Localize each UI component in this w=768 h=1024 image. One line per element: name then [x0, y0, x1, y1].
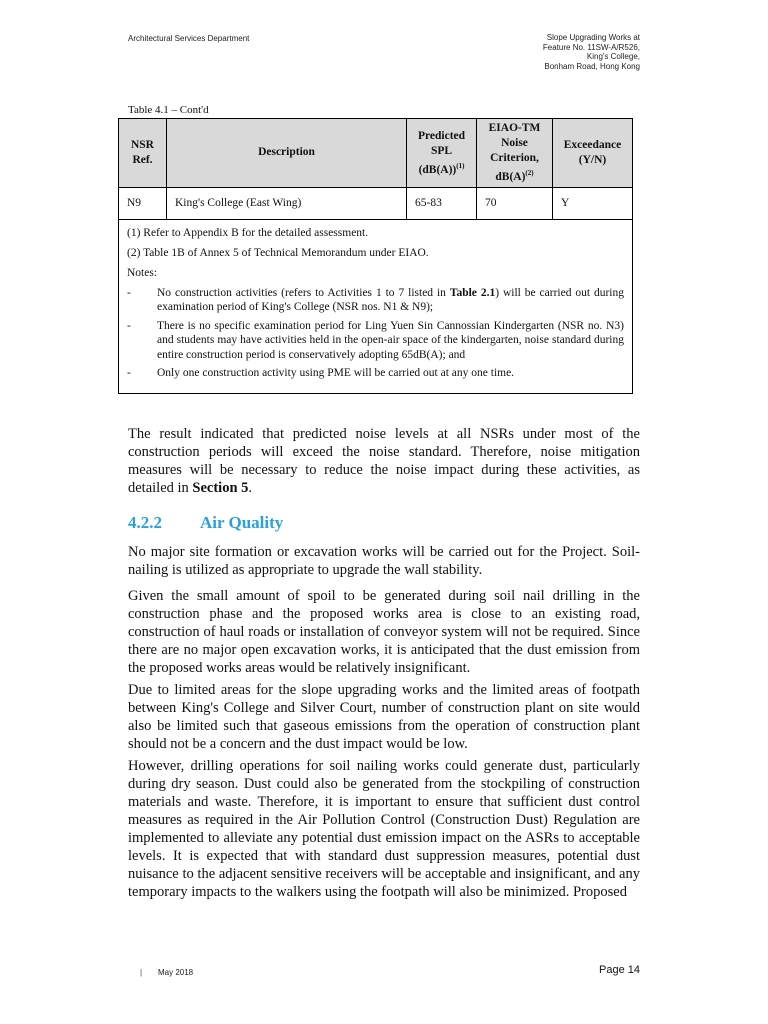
header-line: Bonham Road, Hong Kong [544, 61, 640, 71]
note-bullet: - Only one construction activity using PME will be carried out at any one time. [127, 367, 515, 380]
header-line: King's College, [586, 52, 640, 62]
table-notes [119, 219, 633, 394]
cell-description: King's College (East Wing) [167, 187, 407, 219]
header-line: Feature No. 11SW-A/R526, [542, 42, 640, 52]
footnote: (2) Table 1B of Annex 5 of Technical Memorandum under EIAO. [127, 246, 429, 259]
note-bullet: - No construction activities (refers to Activities 1 to 7 listed in Table 2.1) will be carried out during examination period of King's College (NSR nos. N1 & N9); [127, 286, 625, 314]
header-line: Slope Upgrading Works at [546, 33, 640, 42]
note-bullet: - There is no specific examination period for Ling Yuen Sin Cannossian Kindergarten (NSR no. N3) and students may have activities held in the open-air space of the kindergarten, noise standard during entire construction period is conservatively adopting 65dB(A); and [127, 319, 624, 361]
header-project-info [543, 33, 640, 71]
table-row [119, 187, 633, 219]
header-department: Architectural Services Department [128, 34, 250, 43]
cell-criterion: 70 [477, 187, 553, 219]
section-heading [128, 513, 283, 533]
table-caption: Table 4.1 – Cont'd [128, 104, 209, 116]
cell-nsr: N9 [119, 187, 167, 219]
section-title: Air Quality [200, 513, 284, 532]
noise-table [118, 118, 633, 394]
paragraph: Given the small amount of spoil to be generated during soil nail drilling in the construction phase and the proposed works area is close to an existing road, construction of haul roads or installation of conveyor system will not be required. Since there are no major open excavation works, it is anticipated that the dust emission from the proposed works areas would be relatively insignificant. [128, 588, 640, 676]
cell-spl: 65-83 [407, 187, 477, 219]
footer-separator: | [140, 968, 143, 977]
notes-label: Notes: [127, 266, 158, 279]
header-predicted-spl: Predicted SPL $(dB(A))^{(1)}$ [407, 119, 477, 188]
paragraph: However, drilling operations for soil nailing works could generate dust, particularly during dry season. Dust could also be generated from the stockpiling of construction materials and waste. Therefore, it is important to ensure that sufficient dust control measures as required in the Air Pollution Control (Construction Dust) Regulation are implemented to alleviate any potential dust emission impact on the ASRs to acceptable levels. It is expected that with standard dust suppression measures, potential dust nuisance to the adjacent sensitive receivers will be acceptable and insignificant, and any temporary impacts to the walkers using the footpath will also be minimized. Proposed [128, 758, 640, 900]
header-exceedance: Exceedance (Y/N) [553, 119, 633, 188]
section-number: 4.2.2 [128, 513, 162, 532]
footer-date: May 2018 [158, 968, 194, 977]
cell-exceedance: Y [553, 187, 633, 219]
paragraph: No major site formation or excavation works will be carried out for the Project. Soil-nailing is utilized as appropriate to upgrade the wall stability. [128, 544, 640, 578]
footnote: (1) Refer to Appendix B for the detailed assessment. [127, 226, 369, 239]
page-number: Page 14 [599, 964, 640, 976]
paragraph: Due to limited areas for the slope upgrading works and the limited areas of footpath between King's College and Silver Court, number of construction plant on site would also be limited such that gaseous emissions from the operation of construction plant should not be a concern and the dust impact would be low. [128, 682, 640, 752]
header-description: Description [167, 119, 407, 188]
table-notes-row [119, 219, 633, 394]
table-header-row [119, 119, 633, 188]
result-paragraph: The result indicated that predicted noise levels at all NSRs under most of the construction periods will exceed the noise standard. Therefore, noise mitigation measures will be necessary to reduce the noise impact during these activities, as detailed in Section 5. [128, 426, 640, 496]
header-noise-criterion: EIAO-TM Noise Criterion, $dB(A)^{(2)}$ [477, 119, 553, 188]
header-nsr-ref: NSR Ref. [119, 119, 167, 188]
